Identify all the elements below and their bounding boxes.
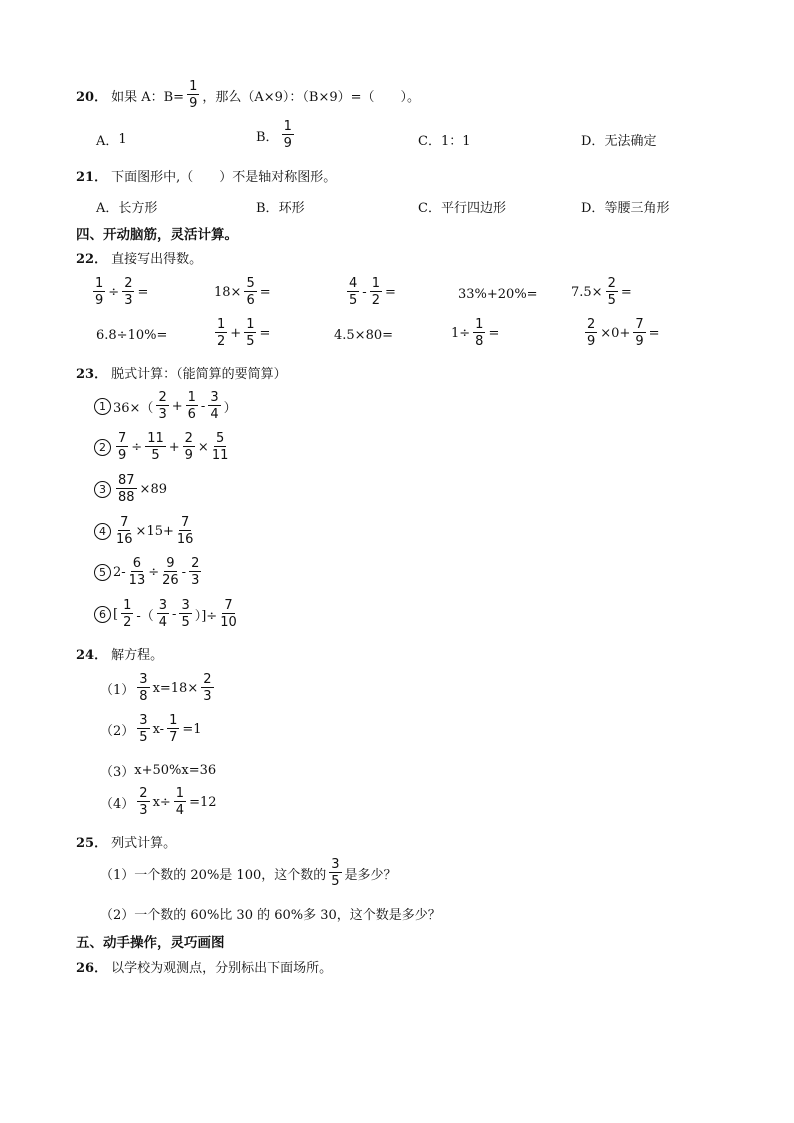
numerator: 9: [166, 556, 175, 571]
fraction: [137, 673, 149, 703]
question-number: 24．: [76, 648, 108, 663]
option-text: 平行四边形: [440, 201, 506, 216]
fraction: [633, 318, 645, 348]
fraction: [122, 277, 134, 307]
math-text: ）]÷: [194, 608, 218, 624]
denominator: 7: [169, 730, 178, 745]
math-text: 1÷: [451, 325, 471, 341]
stem-text: 解方程。: [111, 648, 164, 663]
numerator: 3: [139, 713, 148, 728]
q26-stem: [76, 957, 332, 976]
math-text: =: [137, 284, 149, 300]
math-text: -（: [136, 608, 154, 624]
option-text: 无法确定: [604, 134, 657, 149]
q22-expr-9: [451, 318, 499, 348]
denominator: 6: [246, 293, 255, 308]
denominator: 5: [139, 730, 148, 745]
math-text: +: [168, 439, 180, 455]
q24-equation-4: [100, 787, 217, 817]
denominator: 5: [246, 334, 255, 349]
q21-option-a[interactable]: [96, 197, 157, 216]
option-text: 1：1: [440, 134, 471, 149]
numerator: 4: [349, 276, 358, 291]
option-text: 环形: [278, 201, 305, 216]
numerator: 5: [246, 276, 255, 291]
denominator: 5: [181, 615, 190, 630]
numerator: 3: [158, 598, 168, 613]
denominator: 10: [220, 615, 237, 630]
math-text: +: [230, 325, 242, 341]
section-heading-4: 四、开动脑筋，灵活计算。: [76, 227, 238, 243]
numerator: 2: [139, 786, 148, 801]
q22-expr-4: 33%+20%=: [458, 287, 538, 302]
denominator: 8: [139, 689, 148, 704]
denominator: 5: [331, 874, 340, 889]
q25-part-1: [100, 858, 397, 888]
numerator: 1: [475, 317, 484, 332]
math-text: =: [620, 284, 632, 300]
numerator: 1: [283, 119, 292, 134]
denominator: 3: [203, 689, 212, 704]
math-text: ）: [223, 400, 237, 416]
stem-text: 列式计算。: [111, 836, 177, 851]
fraction: [329, 858, 341, 888]
fraction: [189, 557, 201, 587]
option-label: C．: [418, 201, 441, 216]
numerator: 7: [181, 515, 190, 530]
denominator: 5: [151, 448, 160, 463]
fraction: [129, 557, 146, 587]
math-text: ×15+: [135, 523, 174, 539]
math-text: ÷: [131, 439, 143, 455]
q25-stem: [76, 832, 176, 851]
math-text: =: [384, 284, 396, 300]
option-label: D．: [581, 134, 605, 149]
math-text: +: [171, 398, 183, 414]
math-text: ×: [197, 439, 209, 455]
fraction: [167, 714, 179, 744]
numerator: 2: [203, 672, 212, 687]
fraction: [116, 516, 133, 546]
fraction: [93, 277, 105, 307]
numerator: 7: [635, 317, 644, 332]
q24-stem: [76, 644, 163, 663]
numerator: 1: [95, 276, 104, 291]
fraction: [282, 120, 294, 150]
denominator: 8: [475, 334, 484, 349]
math-text: 是多少？: [344, 867, 397, 883]
numerator: 3: [139, 672, 148, 687]
option-label: D．: [581, 201, 605, 216]
math-text: 7.5×: [571, 284, 603, 300]
q22-expr-5: [571, 277, 632, 307]
q23-item-3: [94, 474, 167, 504]
numerator: 1: [187, 390, 196, 405]
denominator: 5: [349, 293, 358, 308]
numerator: 1: [189, 79, 198, 94]
stem-text: 如果 A：B=: [111, 89, 185, 105]
option-label: A．: [96, 134, 119, 149]
denominator: 3: [139, 803, 148, 818]
fraction: [156, 391, 168, 421]
fraction: [201, 673, 213, 703]
math-text: =: [648, 325, 660, 341]
denominator: 26: [162, 573, 179, 588]
math-text: 18×: [214, 284, 242, 300]
numerator: 7: [224, 598, 233, 613]
question-number: 26．: [76, 961, 108, 976]
fraction: [473, 318, 485, 348]
math-text: -: [362, 284, 367, 300]
stem-text: ，那么（A×9）：（B×9）=（ ）。: [202, 89, 421, 105]
q23-item-6: [94, 599, 240, 629]
q23-item-2: [94, 432, 231, 462]
fraction: [137, 714, 149, 744]
denominator: 9: [184, 448, 193, 463]
math-text: 36×（: [113, 400, 154, 416]
fraction: [183, 432, 195, 462]
denominator: 4: [210, 407, 219, 422]
q22-expr-8: 4.5×80=: [334, 328, 394, 343]
fraction: [208, 391, 220, 421]
question-number: 23．: [76, 367, 108, 382]
stem-text: 直接写出得数。: [111, 252, 203, 267]
numerator: 2: [158, 390, 167, 405]
numerator: 1: [175, 786, 185, 801]
fraction: [145, 432, 166, 462]
fraction: [187, 80, 199, 110]
fraction: [220, 599, 237, 629]
math-text: =: [488, 325, 500, 341]
circled-number: 6: [94, 606, 111, 623]
denominator: 16: [116, 532, 133, 547]
q25-part-2: （2）一个数的 60%比 30 的 60%多 30，这个数是多少？: [100, 908, 441, 923]
denominator: 11: [211, 448, 229, 463]
numerator: 87: [118, 473, 135, 488]
denominator: 2: [217, 334, 226, 349]
q22-expr-3: [344, 277, 396, 307]
denominator: 3: [124, 293, 133, 308]
numerator: 1: [371, 276, 380, 291]
fraction: [179, 599, 191, 629]
math-text: x+50%x=36: [134, 763, 217, 778]
q21-option-b[interactable]: [256, 197, 305, 216]
q21-option-d[interactable]: [581, 197, 669, 216]
math-text: 2-: [113, 564, 126, 580]
stem-text: 下面图形中,（ ）不是轴对称图形。: [111, 170, 337, 185]
q23-item-5: [94, 557, 204, 587]
option-text: 长方形: [118, 201, 158, 216]
q21-stem: [76, 166, 336, 185]
numerator: 1: [123, 598, 132, 613]
denominator: 9: [118, 448, 127, 463]
fraction: [116, 432, 128, 462]
fraction: [137, 787, 149, 817]
q20-stem: [76, 80, 420, 110]
option-text: 1: [118, 132, 127, 147]
numerator: 2: [607, 276, 616, 291]
denominator: 9: [189, 96, 198, 111]
denominator: 5: [607, 293, 616, 308]
option-text: 等腰三角形: [604, 201, 670, 216]
fraction: [370, 277, 382, 307]
numerator: 2: [191, 556, 200, 571]
denominator: 13: [128, 573, 146, 588]
math-text: -: [181, 564, 187, 580]
math-text: ÷: [108, 284, 120, 300]
denominator: 2: [123, 615, 132, 630]
stem-text: 脱式计算：（能简算的要简算）: [111, 367, 287, 382]
fraction: [186, 391, 198, 421]
circled-number: 5: [94, 564, 111, 581]
numerator: 6: [132, 556, 142, 571]
q22-expr-10: [582, 318, 660, 348]
section-heading-5: 五、动手操作，灵巧画图: [76, 935, 225, 951]
denominator: 9: [283, 136, 292, 151]
math-text: ×89: [139, 481, 167, 497]
option-label: A．: [96, 201, 119, 216]
numerator: 1: [169, 713, 178, 728]
fraction: [347, 277, 359, 307]
q20-option-d[interactable]: [581, 130, 656, 149]
denominator: 4: [158, 615, 168, 630]
q24-equation-1: [100, 673, 217, 703]
math-text: =1: [182, 721, 202, 737]
q23-item-1: [94, 391, 237, 421]
q20-option-c[interactable]: [418, 130, 471, 149]
fraction: [215, 318, 227, 348]
denominator: 88: [118, 490, 135, 505]
denominator: 4: [175, 803, 185, 818]
denominator: 9: [635, 334, 644, 349]
fraction: [244, 277, 256, 307]
math-text: -: [200, 398, 206, 414]
math-text: =12: [189, 794, 217, 810]
math-text: x-: [152, 721, 165, 737]
denominator: 9: [587, 334, 596, 349]
denominator: 16: [176, 532, 194, 547]
q22-expr-7: [212, 318, 270, 348]
numerator: 3: [331, 857, 340, 872]
math-text: ÷: [148, 564, 160, 580]
fraction: [606, 277, 618, 307]
math-text: ×0+: [600, 325, 631, 341]
q23-stem: [76, 363, 287, 382]
question-number: 22．: [76, 252, 108, 267]
fraction: [116, 474, 137, 504]
math-text: （4）: [100, 796, 135, 812]
option-label: B．: [256, 129, 279, 145]
question-number: 21．: [76, 170, 108, 185]
q22-expr-2: [214, 277, 271, 307]
math-text: （1）: [100, 682, 135, 698]
circled-number: 1: [94, 398, 111, 415]
option-label: B．: [256, 201, 279, 216]
q23-item-4: [94, 516, 196, 546]
q20-option-b[interactable]: [256, 120, 297, 150]
denominator: 6: [187, 407, 196, 422]
numerator: 3: [210, 390, 219, 405]
q20-option-a[interactable]: [96, 130, 127, 149]
fraction: [585, 318, 597, 348]
denominator: 2: [371, 293, 380, 308]
fraction: [212, 432, 229, 462]
circled-number: 3: [94, 481, 111, 498]
math-text: （2）: [100, 723, 135, 739]
numerator: 7: [118, 431, 127, 446]
numerator: 5: [215, 431, 225, 446]
math-text: x÷: [152, 794, 171, 810]
numerator: 1: [246, 317, 255, 332]
numerator: 2: [184, 431, 193, 446]
q21-option-c[interactable]: [418, 197, 506, 216]
stem-text: 以学校为观测点，分别标出下面场所。: [111, 961, 333, 976]
question-number: 25．: [76, 836, 108, 851]
fraction: [177, 516, 194, 546]
numerator: 7: [120, 515, 129, 530]
math-text: =: [259, 284, 271, 300]
numerator: 3: [181, 598, 190, 613]
circled-number: 2: [94, 439, 111, 456]
math-text: x=18×: [152, 680, 199, 696]
denominator: 3: [191, 573, 200, 588]
denominator: 3: [158, 407, 167, 422]
fraction: [121, 599, 133, 629]
fraction: [244, 318, 256, 348]
q24-equation-3: [100, 761, 216, 780]
fraction: [174, 787, 186, 817]
numerator: 11: [147, 431, 164, 446]
numerator: 2: [587, 317, 596, 332]
math-text: [: [113, 606, 119, 622]
question-number: 20．: [76, 89, 108, 105]
q24-equation-2: [100, 714, 202, 744]
q22-expr-6: 6.8÷10%=: [96, 328, 168, 343]
circled-number: 4: [94, 523, 111, 540]
numerator: 1: [217, 317, 226, 332]
math-text: （3）: [100, 765, 135, 780]
q22-stem: [76, 248, 202, 267]
math-text: （1）一个数的 20%是 100，这个数的: [100, 867, 327, 883]
fraction: [157, 599, 169, 629]
math-text: -: [172, 606, 177, 622]
math-text: =: [259, 325, 271, 341]
fraction: [162, 557, 179, 587]
option-label: C．: [418, 134, 441, 149]
q22-expr-1: [90, 277, 148, 307]
numerator: 2: [124, 276, 133, 291]
denominator: 9: [95, 293, 104, 308]
